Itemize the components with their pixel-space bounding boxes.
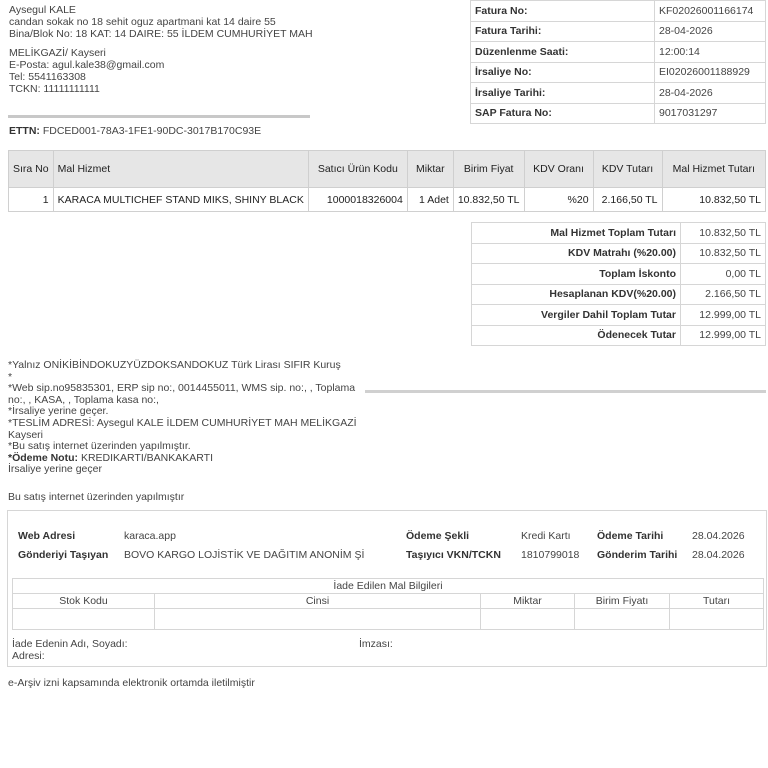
totals-label: Mal Hizmet Toplam Tutarı xyxy=(472,223,681,244)
totals-value: 10.832,50 TL xyxy=(681,223,766,244)
totals-value: 12.999,00 TL xyxy=(681,305,766,326)
col-header-return-amount: Tutarı xyxy=(670,594,764,609)
col-header-quantity: Miktar xyxy=(407,151,453,188)
cell-quantity: 1 Adet xyxy=(407,188,453,212)
payment-method-value: Kredi Kartı xyxy=(521,530,571,542)
invoice-info-row xyxy=(471,1,766,22)
note-irsaliye-2: İrsaliye yerine geçer xyxy=(8,463,102,476)
col-header-return-unit-price: Birim Fiyatı xyxy=(575,594,670,609)
invoice-info-table xyxy=(470,0,766,124)
table-row xyxy=(13,609,764,630)
totals-value: 2.166,50 TL xyxy=(681,284,766,305)
invoice-info-value: EI02026001188929 xyxy=(655,62,766,83)
note-star: * xyxy=(8,370,13,383)
buyer-block xyxy=(9,4,313,95)
invoice-info-row xyxy=(471,103,766,124)
invoice-info-label: İrsaliye No: xyxy=(471,62,655,83)
payment-date-value: 28.04.2026 xyxy=(692,530,745,542)
totals-label: Ödenecek Tutar xyxy=(472,325,681,346)
invoice-info-value: 12:00:14 xyxy=(655,42,766,63)
carrier-vkn-value: 1810799018 xyxy=(521,549,580,561)
carrier-vkn-label: Taşıyıcı VKN/TCKN xyxy=(406,549,501,561)
cell-item-total: 10.832,50 TL xyxy=(662,188,765,212)
ship-date-label: Gönderim Tarihi xyxy=(597,549,678,561)
return-cell xyxy=(481,609,575,630)
buyer-divider xyxy=(8,115,310,118)
note-payment-value: KREDIKARTI/BANKAKARTI xyxy=(80,451,214,464)
totals-value: 12.999,00 TL xyxy=(681,325,766,346)
cell-seller-code: 1000018326004 xyxy=(308,188,407,212)
totals-label: Vergiler Dahil Toplam Tutar xyxy=(472,305,681,326)
returned-goods-header-row xyxy=(13,594,764,609)
cell-item: KARACA MULTICHEF STAND MIKS, SHINY BLACK xyxy=(53,188,308,212)
returner-address-label: Adresi: xyxy=(12,650,45,662)
buyer-tckn: TCKN: 11111111111 xyxy=(9,83,100,95)
note-web-order: *Web sip.no95835301, ERP sip no:, 0014455011, WMS sip. no:, , Toplama no:, , KASA, , Toplama kasa no:, xyxy=(8,382,356,406)
col-header-return-quantity: Miktar xyxy=(481,594,575,609)
carrier-value: BOVO KARGO LOJİSTİK VE DAĞITIM ANONİM Şİ xyxy=(124,549,365,561)
cell-line-no: 1 xyxy=(9,188,54,212)
invoice-info-label: SAP Fatura No: xyxy=(471,103,655,124)
ettn-value: FDCED001-78A3-1FE1-90DC-3017B170C93E xyxy=(42,125,262,137)
note-payment-label: *Ödeme Notu: xyxy=(8,451,79,464)
note-delivery-address: *TESLİM ADRESİ: Aysegul KALE İLDEM CUMHURİYET MAH MELİKGAZİ Kayseri xyxy=(8,416,357,441)
return-cell xyxy=(575,609,670,630)
signature-label: İmzası: xyxy=(359,638,393,650)
note-internet-sale: *Bu satış internet üzerinden yapılmıştır. xyxy=(8,440,191,453)
totals-row xyxy=(472,305,766,326)
notes-divider xyxy=(365,390,766,393)
col-header-kind: Cinsi xyxy=(155,594,481,609)
totals-row xyxy=(472,243,766,264)
return-cell xyxy=(155,609,481,630)
items-table xyxy=(8,150,766,212)
totals-row xyxy=(472,264,766,285)
return-cell xyxy=(13,609,155,630)
invoice-info-value: KF02026001166174 xyxy=(655,1,766,22)
col-header-vat-amount: KDV Tutarı xyxy=(593,151,662,188)
buyer-phone: Tel: 5541163308 xyxy=(9,71,86,83)
invoice-info-row xyxy=(471,21,766,42)
buyer-district: MELİKGAZİ/ Kayseri xyxy=(9,47,106,59)
totals-row xyxy=(472,223,766,244)
payment-date-label: Ödeme Tarihi xyxy=(597,530,664,542)
col-header-seller-code: Satıcı Ürün Kodu xyxy=(308,151,407,188)
returned-goods-title: İade Edilen Mal Bilgileri xyxy=(13,579,764,594)
invoice-info-row xyxy=(471,42,766,63)
buyer-address-line-2: Bina/Blok No: 18 KAT: 14 DAIRE: 55 İLDEM CUMHURİYET MAH xyxy=(9,28,313,40)
cell-unit-price: 10.832,50 TL xyxy=(453,188,524,212)
internet-sale-note: Bu satış internet üzerinden yapılmıştır xyxy=(8,491,185,503)
returned-goods-table xyxy=(12,578,764,630)
invoice-info-row xyxy=(471,62,766,83)
col-header-unit-price: Birim Fiyat xyxy=(453,151,524,188)
col-header-item: Mal Hizmet xyxy=(53,151,308,188)
footer-note: e-Arşiv izni kapsamında elektronik ortamda iletilmiştir xyxy=(8,677,255,689)
totals-label: Hesaplanan KDV(%20.00) xyxy=(472,284,681,305)
buyer-address-line-1: candan sokak no 18 sehit oguz apartmani kat 14 daire 55 xyxy=(9,16,276,28)
invoice-info-row xyxy=(471,83,766,104)
note-irsaliye: *İrsaliye yerine geçer. xyxy=(8,405,109,418)
returner-name-label: İade Edenin Adı, Soyadı: xyxy=(12,638,128,650)
col-header-stock-code: Stok Kodu xyxy=(13,594,155,609)
invoice-info-value: 28-04-2026 xyxy=(655,83,766,104)
totals-row xyxy=(472,284,766,305)
totals-table xyxy=(471,222,766,346)
totals-label: KDV Matrahı (%20.00) xyxy=(472,243,681,264)
buyer-name: Aysegul KALE xyxy=(9,4,76,16)
web-address-label: Web Adresi xyxy=(18,530,76,542)
cell-vat-amount: 2.166,50 TL xyxy=(593,188,662,212)
note-amount-in-words: *Yalnız ONİKİBİNDOKUZYÜZDOKSANDOKUZ Türk Lirası SIFIR Kuruş xyxy=(8,359,341,371)
invoice-info-label: Fatura No: xyxy=(471,1,655,22)
invoice-info-value: 28-04-2026 xyxy=(655,21,766,42)
web-address-value: karaca.app xyxy=(124,530,176,542)
ship-date-value: 28.04.2026 xyxy=(692,549,745,561)
carrier-label: Gönderiyi Taşıyan xyxy=(18,549,109,561)
ettn-label: ETTN: xyxy=(9,125,40,137)
totals-value: 10.832,50 TL xyxy=(681,243,766,264)
notes-block xyxy=(8,360,358,476)
invoice-info-value: 9017031297 xyxy=(655,103,766,124)
items-header-row xyxy=(9,151,766,188)
totals-label: Toplam İskonto xyxy=(472,264,681,285)
payment-method-label: Ödeme Şekli xyxy=(406,530,470,542)
buyer-email: E-Posta: agul.kale38@gmail.com xyxy=(9,59,165,71)
returned-goods-title-row xyxy=(13,579,764,594)
cell-vat-rate: %20 xyxy=(524,188,593,212)
ettn-line xyxy=(9,125,261,137)
return-cell xyxy=(670,609,764,630)
invoice-info-label: Düzenlenme Saati: xyxy=(471,42,655,63)
totals-value: 0,00 TL xyxy=(681,264,766,285)
totals-row xyxy=(472,325,766,346)
table-row xyxy=(9,188,766,212)
invoice-info-label: Fatura Tarihi: xyxy=(471,21,655,42)
col-header-line-no: Sıra No xyxy=(9,151,54,188)
invoice-info-label: İrsaliye Tarihi: xyxy=(471,83,655,104)
col-header-item-total: Mal Hizmet Tutarı xyxy=(662,151,765,188)
col-header-vat-rate: KDV Oranı xyxy=(524,151,593,188)
